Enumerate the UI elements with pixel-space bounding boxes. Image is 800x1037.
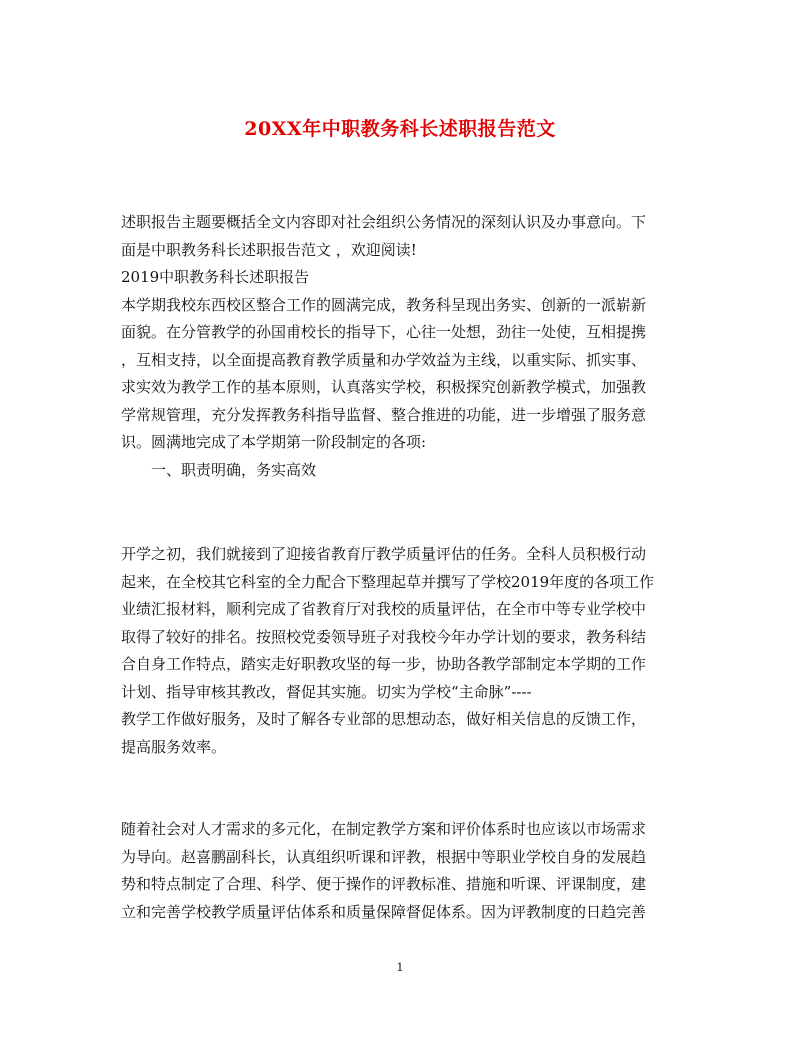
paragraph-line: 为导向。赵喜鹏副科长，认真组织听课和评教，根据中等职业学校自身的发展趋 xyxy=(121,847,647,866)
paragraph-line: 业绩汇报材料，顺利完成了省教育厅对我校的质量评估，在全市中等专业学校中 xyxy=(121,600,647,618)
paragraph-line: 本学期我校东西校区整合工作的圆满完成，教务科呈现出务实、创新的一派崭新 xyxy=(121,295,647,314)
paragraph-block xyxy=(121,541,673,761)
paragraph-line: 立和完善学校教学质量评估体系和质量保障督促体系。因为评教制度的日趋完善 xyxy=(121,902,647,921)
section-heading: 一、职责明确，务实高效 xyxy=(151,460,317,479)
paragraph-line: 教学工作做好服务，及时了解各专业部的思想动态，做好相关信息的反馈工作， xyxy=(121,710,647,728)
paragraph-line: 取得了较好的排名。按照校党委领导班子对我校今年办学计划的要求，教务科结 xyxy=(121,627,647,646)
paragraph-line: 面貌。在分管教学的孙国甫校长的指导下，心往一处想，劲往一处使，互相提携 xyxy=(121,323,647,341)
paragraph-line: 计划、指导审核其教改，督促其实施。切实为学校“主命脉”---- xyxy=(121,682,532,701)
paragraph-line: 学常规管理，充分发挥教务科指导监督、整合推进的功能，进一步增强了服务意 xyxy=(121,405,647,424)
paragraph-line: 起来，在全校其它科室的全力配合下整理起草并撰写了学校2019年度的各项工作 xyxy=(121,572,655,591)
paragraph-line: 求实效为教学工作的基本原则，认真落实学校，积极探究创新教学模式，加强教 xyxy=(121,378,647,396)
page-number: 1 xyxy=(396,961,404,974)
paragraph-line: 述职报告主题要概括全文内容即对社会组织公务情况的深刻认识及办事意向。下 xyxy=(121,213,647,231)
paragraph-line: 势和特点制定了合理、科学、便于操作的评教标准、措施和听课、评课制度，建 xyxy=(121,875,647,893)
report-subtitle: 2019中职教务科长述职报告 xyxy=(121,268,310,286)
paragraph-block xyxy=(121,816,673,926)
paragraph-line: 开学之初，我们就接到了迎接省教育厅教学质量评估的任务。全科人员积极行动 xyxy=(121,545,647,563)
paragraph-line: 提高服务效率。 xyxy=(121,737,227,756)
paragraph-line: 面是中职教务科长述职报告范文 ，欢迎阅读! xyxy=(121,240,417,259)
paragraph-line: 识。圆满地完成了本学期第一阶段制定的各项: xyxy=(121,433,427,451)
document-title: 20XX年中职教务科长述职报告范文 xyxy=(244,118,556,140)
paragraph-line: 合自身工作特点，踏实走好职教攻坚的每一步，协助各教学部制定本学期的工作 xyxy=(121,655,647,673)
paragraph-line: ，互相支持，以全面提高教育教学质量和办学效益为主线，以重实际、抓实事、 xyxy=(121,350,647,369)
intro-block xyxy=(121,209,673,484)
paragraph-line: 随着社会对人才需求的多元化，在制定教学方案和评价体系时也应该以市场需求 xyxy=(121,820,647,838)
